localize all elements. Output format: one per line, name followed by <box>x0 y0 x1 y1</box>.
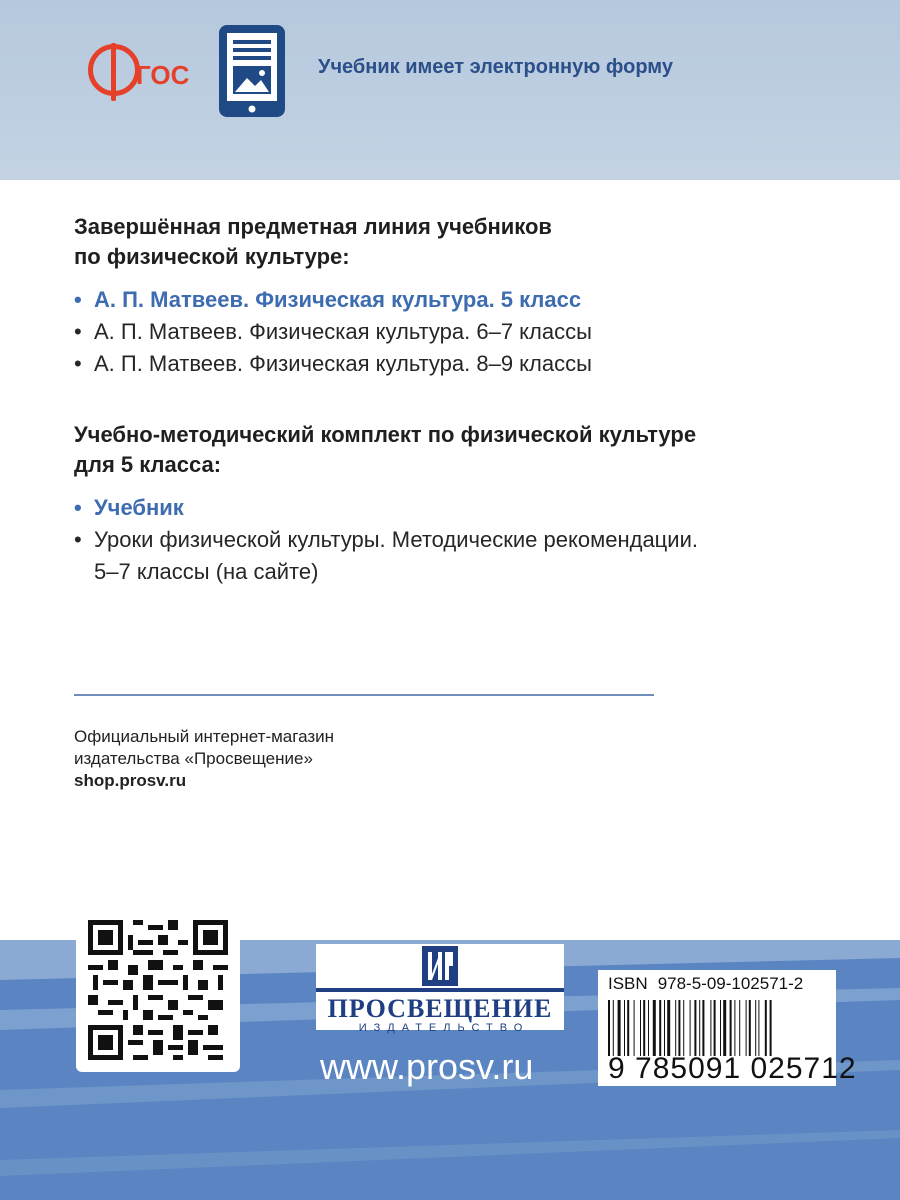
list-item: • Уроки физической культуры. Методические рекомендации. 5–7 классы (на сайте) <box>74 524 834 588</box>
isbn-barcode <box>598 970 857 1086</box>
electronic-form-label: Учебник имеет электронную форму <box>318 56 673 78</box>
list-item: • А. П. Матвеев. Физическая культура. 8–9 классы <box>74 348 834 380</box>
publisher-line <box>316 988 564 992</box>
qr-code-icon <box>88 920 228 1060</box>
shop-line: издательства «Просвещение» <box>74 749 313 768</box>
list-item: • А. П. Матвеев. Физическая культура. 5 класс <box>74 284 834 316</box>
barcode-digits: 9 785091 025712 <box>608 1052 857 1085</box>
fgos-logo-text: ГОС <box>136 60 190 90</box>
publisher-name: ПРОСВЕЩЕНИЕ <box>327 994 553 1023</box>
shop-line: Официальный интернет-магазин <box>74 727 335 746</box>
publisher-emblem-icon <box>412 944 468 988</box>
barcode-icon <box>608 1000 826 1056</box>
list-item: • Учебник <box>74 492 834 524</box>
teaching-kit-list <box>74 492 834 588</box>
fgos-ring-icon <box>88 44 140 96</box>
list-item: • А. П. Матвеев. Физическая культура. 6–7 классы <box>74 316 834 348</box>
fgos-logo <box>88 44 188 104</box>
shop-info <box>74 726 334 792</box>
shop-url: shop.prosv.ru <box>74 771 187 790</box>
isbn-number: 978-5-09-102571-2 <box>657 974 804 993</box>
teaching-kit-section <box>74 420 834 588</box>
publisher-subtitle: ИЗДАТЕЛЬСТВО <box>358 1022 530 1034</box>
qr-code <box>76 908 240 1072</box>
publisher-logo <box>316 944 564 1034</box>
teaching-kit-title: Учебно-методический комплект по физической культуре для 5 класса: <box>74 422 697 477</box>
tablet-icon <box>218 24 286 118</box>
divider <box>74 694 654 696</box>
subject-line-section <box>74 212 834 380</box>
subject-line-list <box>74 284 834 380</box>
subject-line-title: Завершённая предметная линия учебников по физической культуре: <box>74 214 552 269</box>
isbn-label: ISBN 978-5-09-102571-2 <box>608 974 804 993</box>
publisher-site: www.prosv.ru <box>320 1046 534 1087</box>
